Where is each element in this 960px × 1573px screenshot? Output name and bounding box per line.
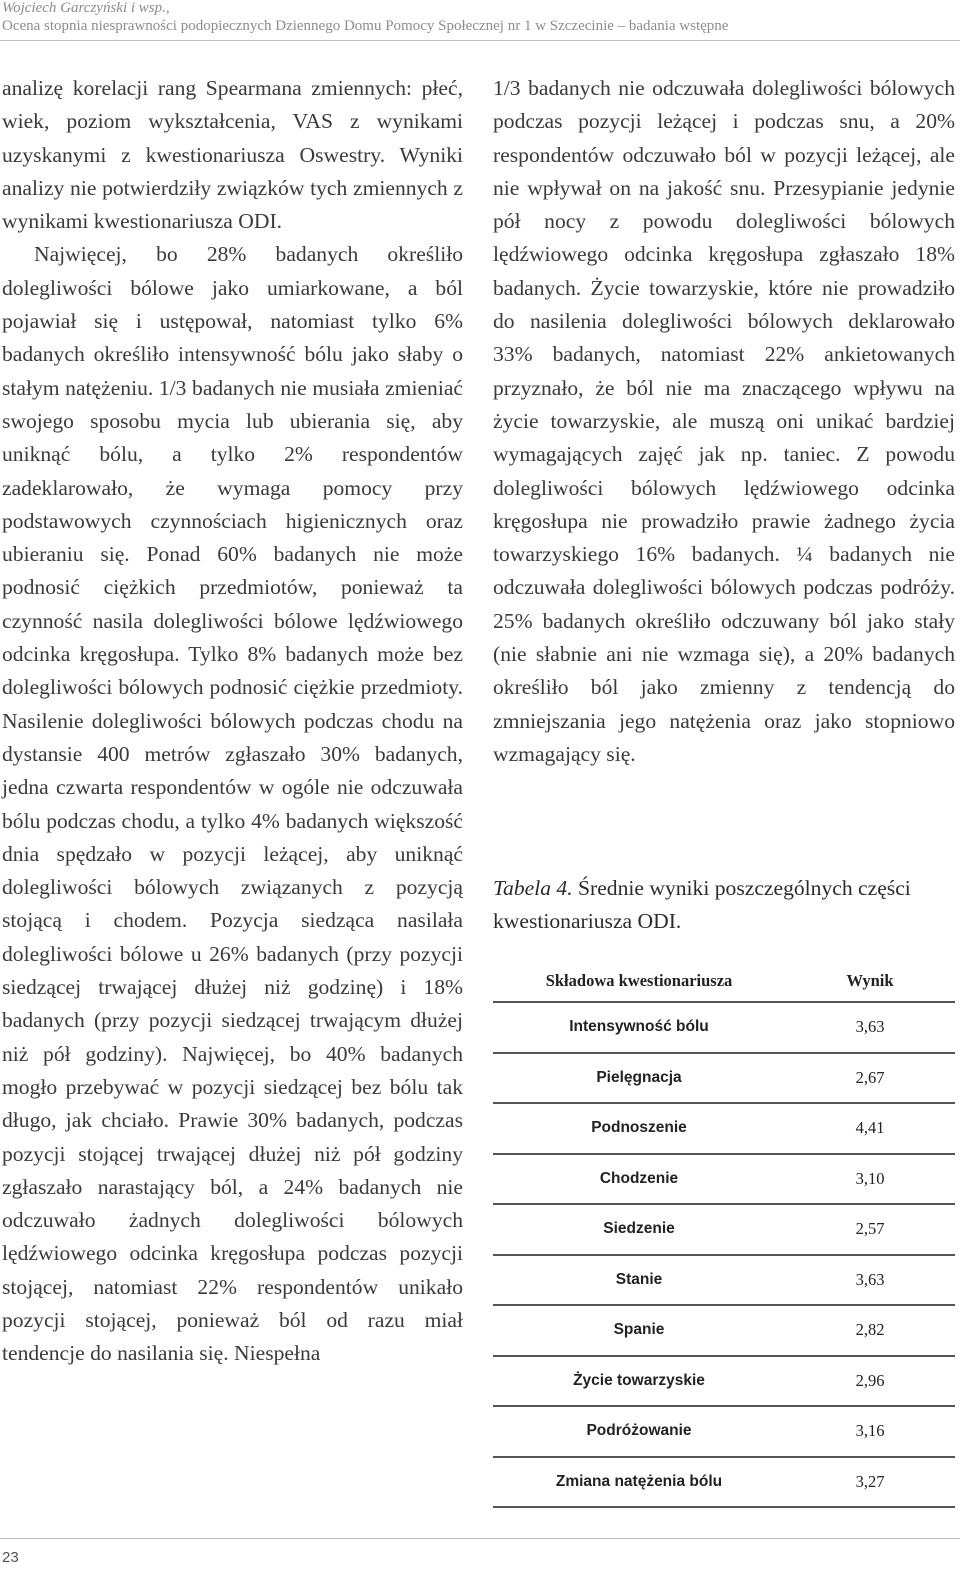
table-caption-label: Tabela 4. — [493, 876, 573, 900]
row-component-name: Siedzenie — [493, 1204, 785, 1255]
table-caption-text: Średnie wyniki poszczególnych części kwestionariusza ODI. — [493, 876, 911, 933]
table-caption — [493, 872, 959, 938]
right-paragraph-1: 1/3 badanych nie odczuwała dolegliwości bólowych podczas pozycji leżącej i podczas snu, a 20% respondentów odczuwało ból w pozycji leżącej, ale nie wpływał on na jakość snu. Przesypianie jedynie pół nocy z powodu dolegliwości bólowych lędźwiowego odcinka kręgosłupa zgłaszało 18% badanych. Życie towarzyskie, które nie prowadziło do nasilenia dolegliwości bólowych deklarowało 33% badanych, natomiast 22% ankietowanych przyznało, że ból nie ma znaczącego wpływu na życie towarzyskie, ale muszą oni unikać bardziej wymagających zajęć jak np. taniec. Z powodu dolegliwości bólowych lędźwiowego odcinka kręgosłupa nie prowadziło prawie żadnego życia towarzyskiego 16% badanych. ¼ badanych nie odczuwała dolegliwości bólowych podczas podróży. 25% badanych określiło odczuwany ból jako stały (nie słabnie ani nie wzmaga się), a 20% badanych określiło ból jako zmienny z tendencją do zmniejszania jego natężenia oraz jako stopniowo wzmagający się. — [493, 76, 955, 766]
table-row — [493, 1154, 955, 1205]
page-header — [0, 0, 960, 41]
table-row — [493, 1002, 955, 1053]
table-row — [493, 1103, 955, 1154]
footer-divider — [0, 1538, 960, 1539]
row-component-name: Spanie — [493, 1305, 785, 1356]
row-score: 3,10 — [785, 1154, 955, 1205]
table-row — [493, 1356, 955, 1407]
left-paragraph-1: analizę korelacji rang Spearmana zmiennych: płeć, wiek, poziom wykształcenia, VAS z wynikami uzyskanymi z kwestionariusza Oswestry. Wyniki analizy nie potwierdziły związków tych zmiennych z wynikami kwestionariusza ODI. — [2, 76, 463, 234]
row-score: 2,67 — [785, 1053, 955, 1104]
row-score: 2,96 — [785, 1356, 955, 1407]
row-component-name: Podnoszenie — [493, 1103, 785, 1154]
row-component-name: Stanie — [493, 1255, 785, 1306]
row-score: 2,82 — [785, 1305, 955, 1356]
row-score: 3,63 — [785, 1002, 955, 1053]
row-score: 3,16 — [785, 1406, 955, 1457]
header-authors: Wojciech Garczyński i wsp., — [2, 0, 170, 16]
left-column — [2, 72, 463, 1371]
table-row — [493, 1457, 955, 1508]
header-running-title: Ocena stopnia niesprawności podopiecznych Dziennego Domu Pomocy Społecznej nr 1 w Szczecinie – badania wstępne — [2, 18, 729, 34]
page-number: 23 — [2, 1549, 19, 1566]
column-header-score: Wynik — [785, 961, 955, 1002]
row-component-name: Zmiana natężenia bólu — [493, 1457, 785, 1508]
table-row — [493, 1053, 955, 1104]
row-component-name: Pielęgnacja — [493, 1053, 785, 1104]
row-score: 3,27 — [785, 1457, 955, 1508]
row-score: 3,63 — [785, 1255, 955, 1306]
odi-results-table — [493, 961, 955, 1508]
row-component-name: Życie towarzyskie — [493, 1356, 785, 1407]
row-score: 2,57 — [785, 1204, 955, 1255]
row-component-name: Podróżowanie — [493, 1406, 785, 1457]
column-header-component: Składowa kwestionariusza — [493, 961, 785, 1002]
table-row — [493, 1255, 955, 1306]
row-component-name: Chodzenie — [493, 1154, 785, 1205]
row-component-name: Intensywność bólu — [493, 1002, 785, 1053]
right-column — [493, 72, 955, 771]
table-row — [493, 1406, 955, 1457]
row-score: 4,41 — [785, 1103, 955, 1154]
table-header-row — [493, 961, 955, 1002]
table-row — [493, 1204, 955, 1255]
left-paragraph-2: Najwięcej, bo 28% badanych określiło dolegliwości bólowe jako umiarkowane, a ból pojawiał się i ustępował, natomiast tylko 6% badanych określiło intensywność bólu jako słaby o stałym natężeniu. 1/3 badanych nie musiała zmieniać swojego sposobu mycia lub ubierania się, aby uniknąć bólu, a tylko 2% respondentów zadeklarowało, że wymaga pomocy przy podstawowych czynnościach higienicznych oraz ubieraniu się. Ponad 60% badanych nie może podnosić ciężkich przedmiotów, ponieważ ta czynność nasila dolegliwości bólowe lędźwiowego odcinka kręgosłupa. Tylko 8% badanych może bez dolegliwości bólowych podnosić ciężkie przedmioty. Nasilenie dolegliwości bólowych podczas chodu na dystansie 400 metrów zgłaszało 30% badanych, jedna czwarta respondentów w ogóle nie odczuwała bólu podczas chodu, a tylko 4% badanych większość dnia spędzało w pozycji leżącej, aby uniknąć dolegliwości bólowych związanych z pozycją stojącą i chodem. Pozycja siedząca nasilała dolegliwości bólowe u 26% badanych (przy pozycji siedzącej trwającej dłużej niż godzinę) i 18% badanych (przy pozycji siedzącej trwającym dłużej niż pół godziny). Najwięcej, bo 40% badanych mogło przebywać w pozycji siedzącej bez bólu tak długo, jak chciało. Prawie 30% badanych, podczas pozycji stojącej trwającej dłużej niż pół godziny zgłaszało narastający ból, a 24% badanych nie odczuwało żadnych dolegliwości bólowych lędźwiowego odcinka kręgosłupa podczas pozycji stojącej, natomiast 22% respondentów unikało pozycji stojącej, ponieważ ból od razu miał tendencje do nasilania się. Niespełna — [2, 242, 463, 1366]
table-row — [493, 1305, 955, 1356]
